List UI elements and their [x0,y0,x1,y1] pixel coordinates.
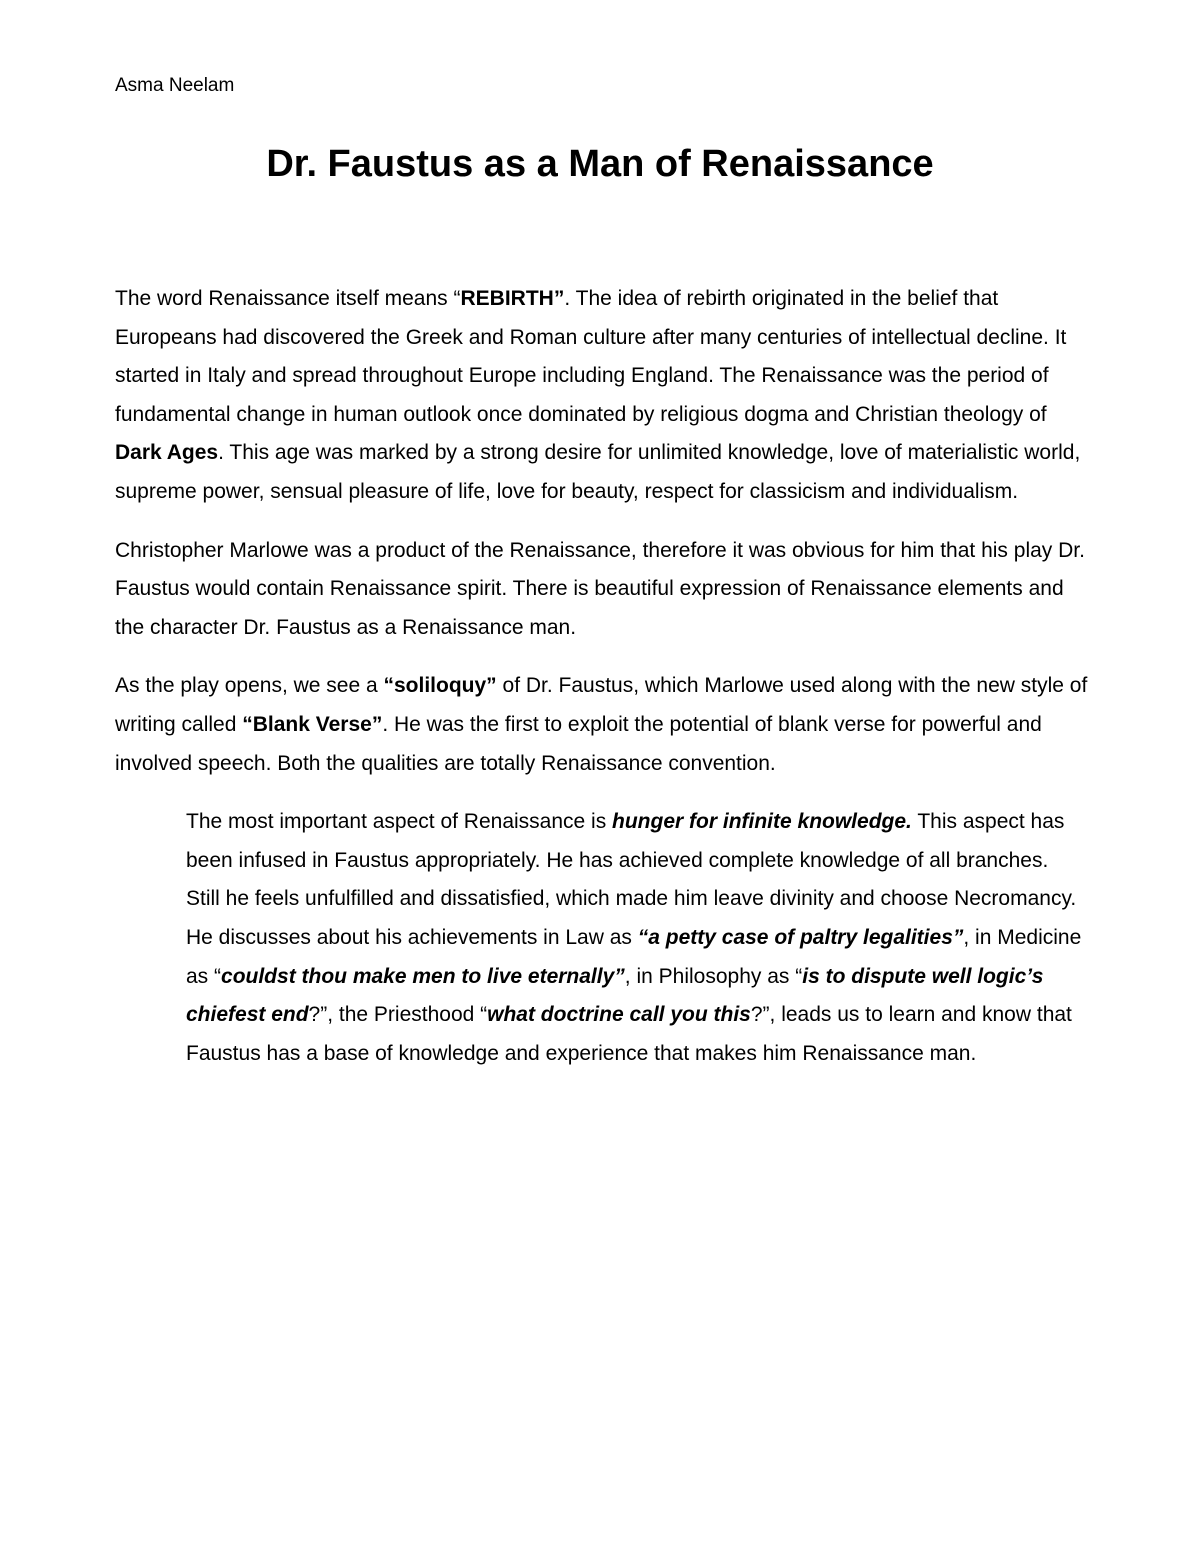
emphasized-text: REBIRTH” [460,287,565,310]
paragraph-text: , in Philosophy as “ [624,964,803,988]
emphasized-text: hunger for infinite knowledge. [612,810,912,834]
paragraph-text: . This age was marked by a strong desire for unlimited knowledge, love of materialistic world, supreme power, sensual pleasure of life, love for beauty, respect for classicism and individualism. [115,441,1081,503]
paragraph-text: The most important aspect of Renaissance is [186,810,613,834]
paragraph-text: This aspect has been infused in Faustus appropriately. He has achieved complete knowledge of all branches. Still he feels unfulfilled and dissatisfied, which made him leave divinity and choose Necromancy. He discusses about his achievements in Law as [186,810,1077,949]
emphasized-text: “Blank Verse” [242,712,383,736]
paragraph [115,667,1090,783]
emphasized-text: what doctrine call you this [487,1003,751,1027]
author-name: Asma Neelam [115,75,235,96]
emphasized-text: Dark Ages [115,441,219,465]
emphasized-text: couldst thou make men to live eternally” [221,964,625,988]
paragraph-text: of Dr. Faustus, which Marlowe used along with the new style of writing called [115,674,1088,736]
paragraph-text: As the play opens, we see a [115,674,384,698]
emphasized-text: “soliloquy” [383,674,497,698]
emphasized-text: is to dispute well logic’s chiefest end [186,964,1044,1027]
paragraph [115,532,1090,648]
paragraph-text: Christopher Marlowe was a product of the Renaissance, therefore it was obvious for him that his play Dr. Faustus would contain Renaissance spirit. There is beautiful expression of Renaissance elements and the character Dr. Faustus as a Renaissance man. [115,538,1085,639]
document-title: Dr. Faustus as a Man of Renaissance [266,143,934,185]
document-body [115,280,1090,1093]
paragraph-text: ?”, leads us to learn and know that Faustus has a base of knowledge and experience that makes him Renaissance man. [186,1003,1072,1065]
paragraph-text: . He was the first to exploit the potential of blank verse for powerful and involved speech. Both the qualities are totally Renaissance convention. [115,712,1042,775]
paragraph-text: , in Medicine as “ [186,925,1082,988]
emphasized-text: “a petty case of paltry legalities” [637,925,964,949]
paragraph-text: The word Renaissance itself means “ [115,287,461,310]
paragraph [115,280,1090,512]
paragraph [186,803,1086,1073]
paragraph-text: . The idea of rebirth originated in the belief that Europeans had discovered the Greek and Roman culture after many centuries of intellectual decline. It started in Italy and spread throughout Europe including England. The Renaissance was the period of fundamental change in human outlook once dominated by religious dogma and Christian theology of [115,287,1067,426]
paragraph-text: ?”, the Priesthood “ [308,1003,488,1027]
